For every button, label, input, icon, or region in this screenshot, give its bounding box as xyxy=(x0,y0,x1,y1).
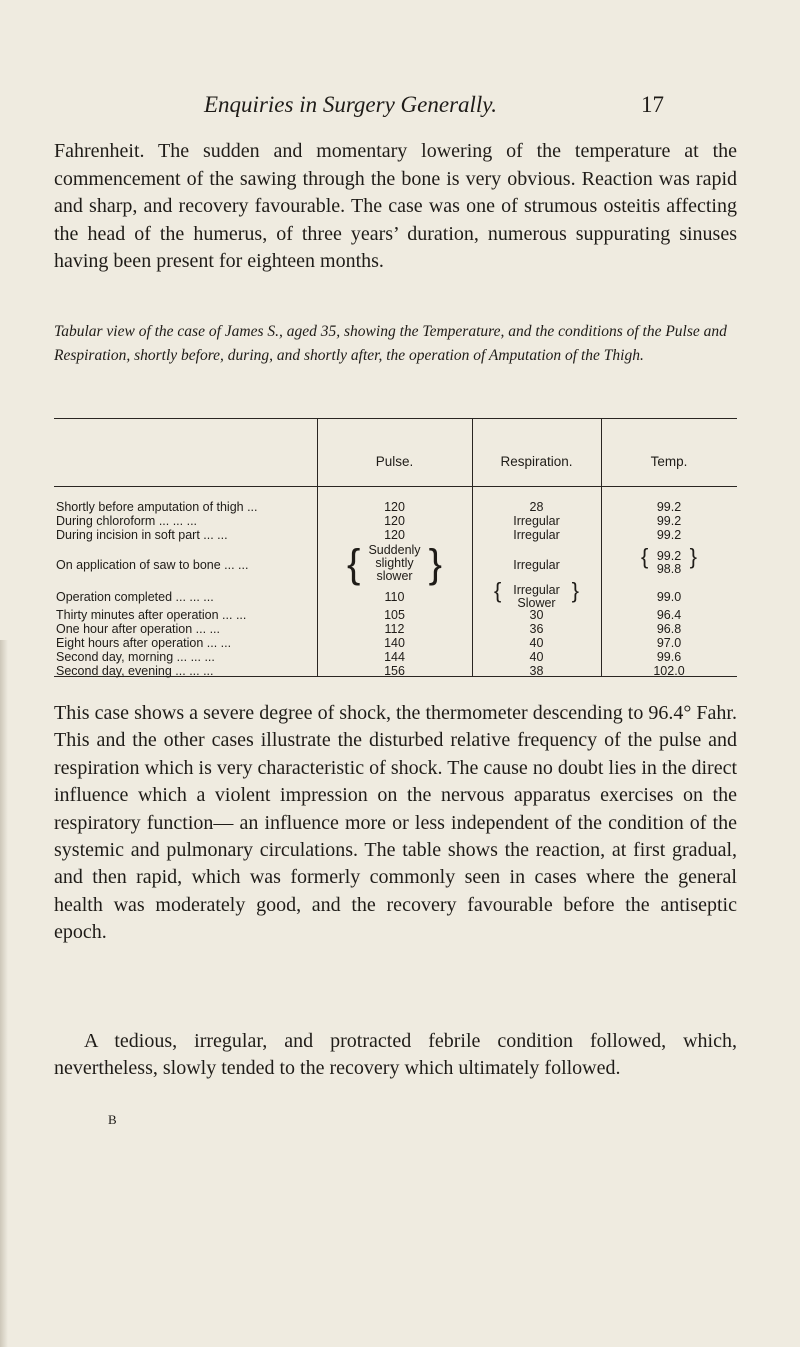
respiration-cell: 40 xyxy=(529,650,544,664)
respiration-cell: Irregular xyxy=(513,528,560,542)
pulse-cell: 120 xyxy=(384,514,405,528)
left-brace: { xyxy=(347,542,361,586)
row-label: Shortly before amputation of thigh ... xyxy=(56,500,258,514)
temp-cell: 99.2 xyxy=(656,514,682,528)
respiration-cell: Irregular xyxy=(513,514,560,528)
respiration-cell: 38 xyxy=(529,664,544,678)
table-row xyxy=(54,608,737,622)
row-label: Eight hours after operation ... ... xyxy=(56,636,232,650)
respiration-cell: Irregular xyxy=(513,558,560,572)
temp-cell: 96.4 xyxy=(656,608,682,622)
pulse-cell: 110 xyxy=(384,590,405,604)
pulse-cell: 120 xyxy=(384,500,405,514)
temp-line: 99.2 xyxy=(656,549,682,563)
table-caption: Tabular view of the case of James S., aged 35, showing the Temperature, and the conditions of the Pulse and Respiration, shortly before, during, and shortly after, the operation of Amputation of the Thigh. xyxy=(54,323,727,364)
temp-cell: 99.0 xyxy=(656,590,682,604)
table-row xyxy=(54,544,737,584)
respiration-cell: 36 xyxy=(529,622,544,636)
pulse-cell: 144 xyxy=(384,650,405,664)
pulse-line: Suddenly xyxy=(368,543,421,557)
row-label: One hour after operation ... ... xyxy=(56,622,220,636)
table-row xyxy=(54,636,737,650)
temp-cell: 99.6 xyxy=(656,650,682,664)
header-temp: Temp. xyxy=(650,454,688,469)
paragraph-2: This case shows a severe degree of shock, the thermometer descending to 96.4° Fahr. This and the other cases illustrate the disturbed relative frequency of the pulse and respiration which is very characteristic of shock. The cause no doubt lies in the direct influence which a violent impression on the nervous apparatus exercises on the respiratory function— an influence more or less independent of the condition of the systemic and pulmonary circulations. The table shows the reaction, at first gradual, and then rapid, which was formerly commonly seen in cases where the general health was moderately good, and the recovery favourable before the antiseptic epoch. xyxy=(54,702,737,944)
right-brace: } xyxy=(428,542,442,586)
temp-cell xyxy=(601,544,737,576)
right-brace: } xyxy=(571,578,579,603)
header-respiration: Respiration. xyxy=(500,454,573,469)
running-title: Enquiries in Surgery Generally. xyxy=(204,92,497,117)
respiration-cell: 28 xyxy=(529,500,544,514)
row-label: Second day, evening ... ... ... xyxy=(56,664,214,678)
row-label: On application of saw to bone ... ... xyxy=(56,558,249,572)
temp-cell: 99.2 xyxy=(656,500,682,514)
row-label: Thirty minutes after operation ... ... xyxy=(56,608,247,622)
table-header-rule xyxy=(54,486,737,487)
pulse-line: slightly xyxy=(375,556,414,570)
respiration-line: Irregular xyxy=(513,583,560,597)
data-table xyxy=(54,418,737,678)
temp-cell: 97.0 xyxy=(656,636,682,650)
page-gutter-shadow xyxy=(0,640,8,1347)
page-header xyxy=(0,92,800,122)
left-brace: { xyxy=(641,544,649,569)
table-top-rule xyxy=(54,418,737,419)
pulse-cell: 156 xyxy=(384,664,405,678)
temp-cell: 96.8 xyxy=(656,622,682,636)
page-number: 17 xyxy=(641,92,664,117)
table-row xyxy=(54,664,737,678)
pulse-cell: 140 xyxy=(384,636,405,650)
pulse-line: slower xyxy=(376,569,413,583)
temp-cell: 102.0 xyxy=(653,664,685,678)
row-label: During incision in soft part ... ... xyxy=(56,528,228,542)
pulse-cell: 105 xyxy=(384,608,405,622)
left-brace: { xyxy=(494,578,502,603)
header-pulse: Pulse. xyxy=(375,454,414,469)
row-label: Operation completed ... ... ... xyxy=(56,590,214,604)
respiration-cell xyxy=(472,578,601,610)
table-row xyxy=(54,528,737,542)
temp-cell: 99.2 xyxy=(656,528,682,542)
paragraph-3: A tedious, irregular, and protracted febrile condition followed, which, nevertheless, slowly tended to the recovery which ultimately followed. xyxy=(54,1030,737,1080)
signature-mark: B xyxy=(108,1112,117,1127)
pulse-cell xyxy=(317,542,472,586)
row-label: Second day, morning ... ... ... xyxy=(56,650,215,664)
table-row xyxy=(54,622,737,636)
row-label: During chloroform ... ... ... xyxy=(56,514,198,528)
pulse-cell: 120 xyxy=(384,528,405,542)
table-row xyxy=(54,650,737,664)
table-row xyxy=(54,500,737,514)
pulse-cell: 112 xyxy=(384,622,405,636)
respiration-line: Slower xyxy=(517,596,556,610)
paragraph-1: Fahrenheit. The sudden and momentary lowering of the temperature at the commencement of the sawing through the bone is very obvious. Reaction was rapid and sharp, and recovery favourable. The case was one of strumous osteitis affecting the head of the humerus, of three years’ duration, numerous suppurating sinuses having been present for eighteen months. xyxy=(54,140,737,272)
right-brace: } xyxy=(689,544,697,569)
respiration-cell: 30 xyxy=(529,608,544,622)
respiration-cell: 40 xyxy=(529,636,544,650)
temp-line: 98.8 xyxy=(656,562,682,576)
table-row xyxy=(54,514,737,528)
